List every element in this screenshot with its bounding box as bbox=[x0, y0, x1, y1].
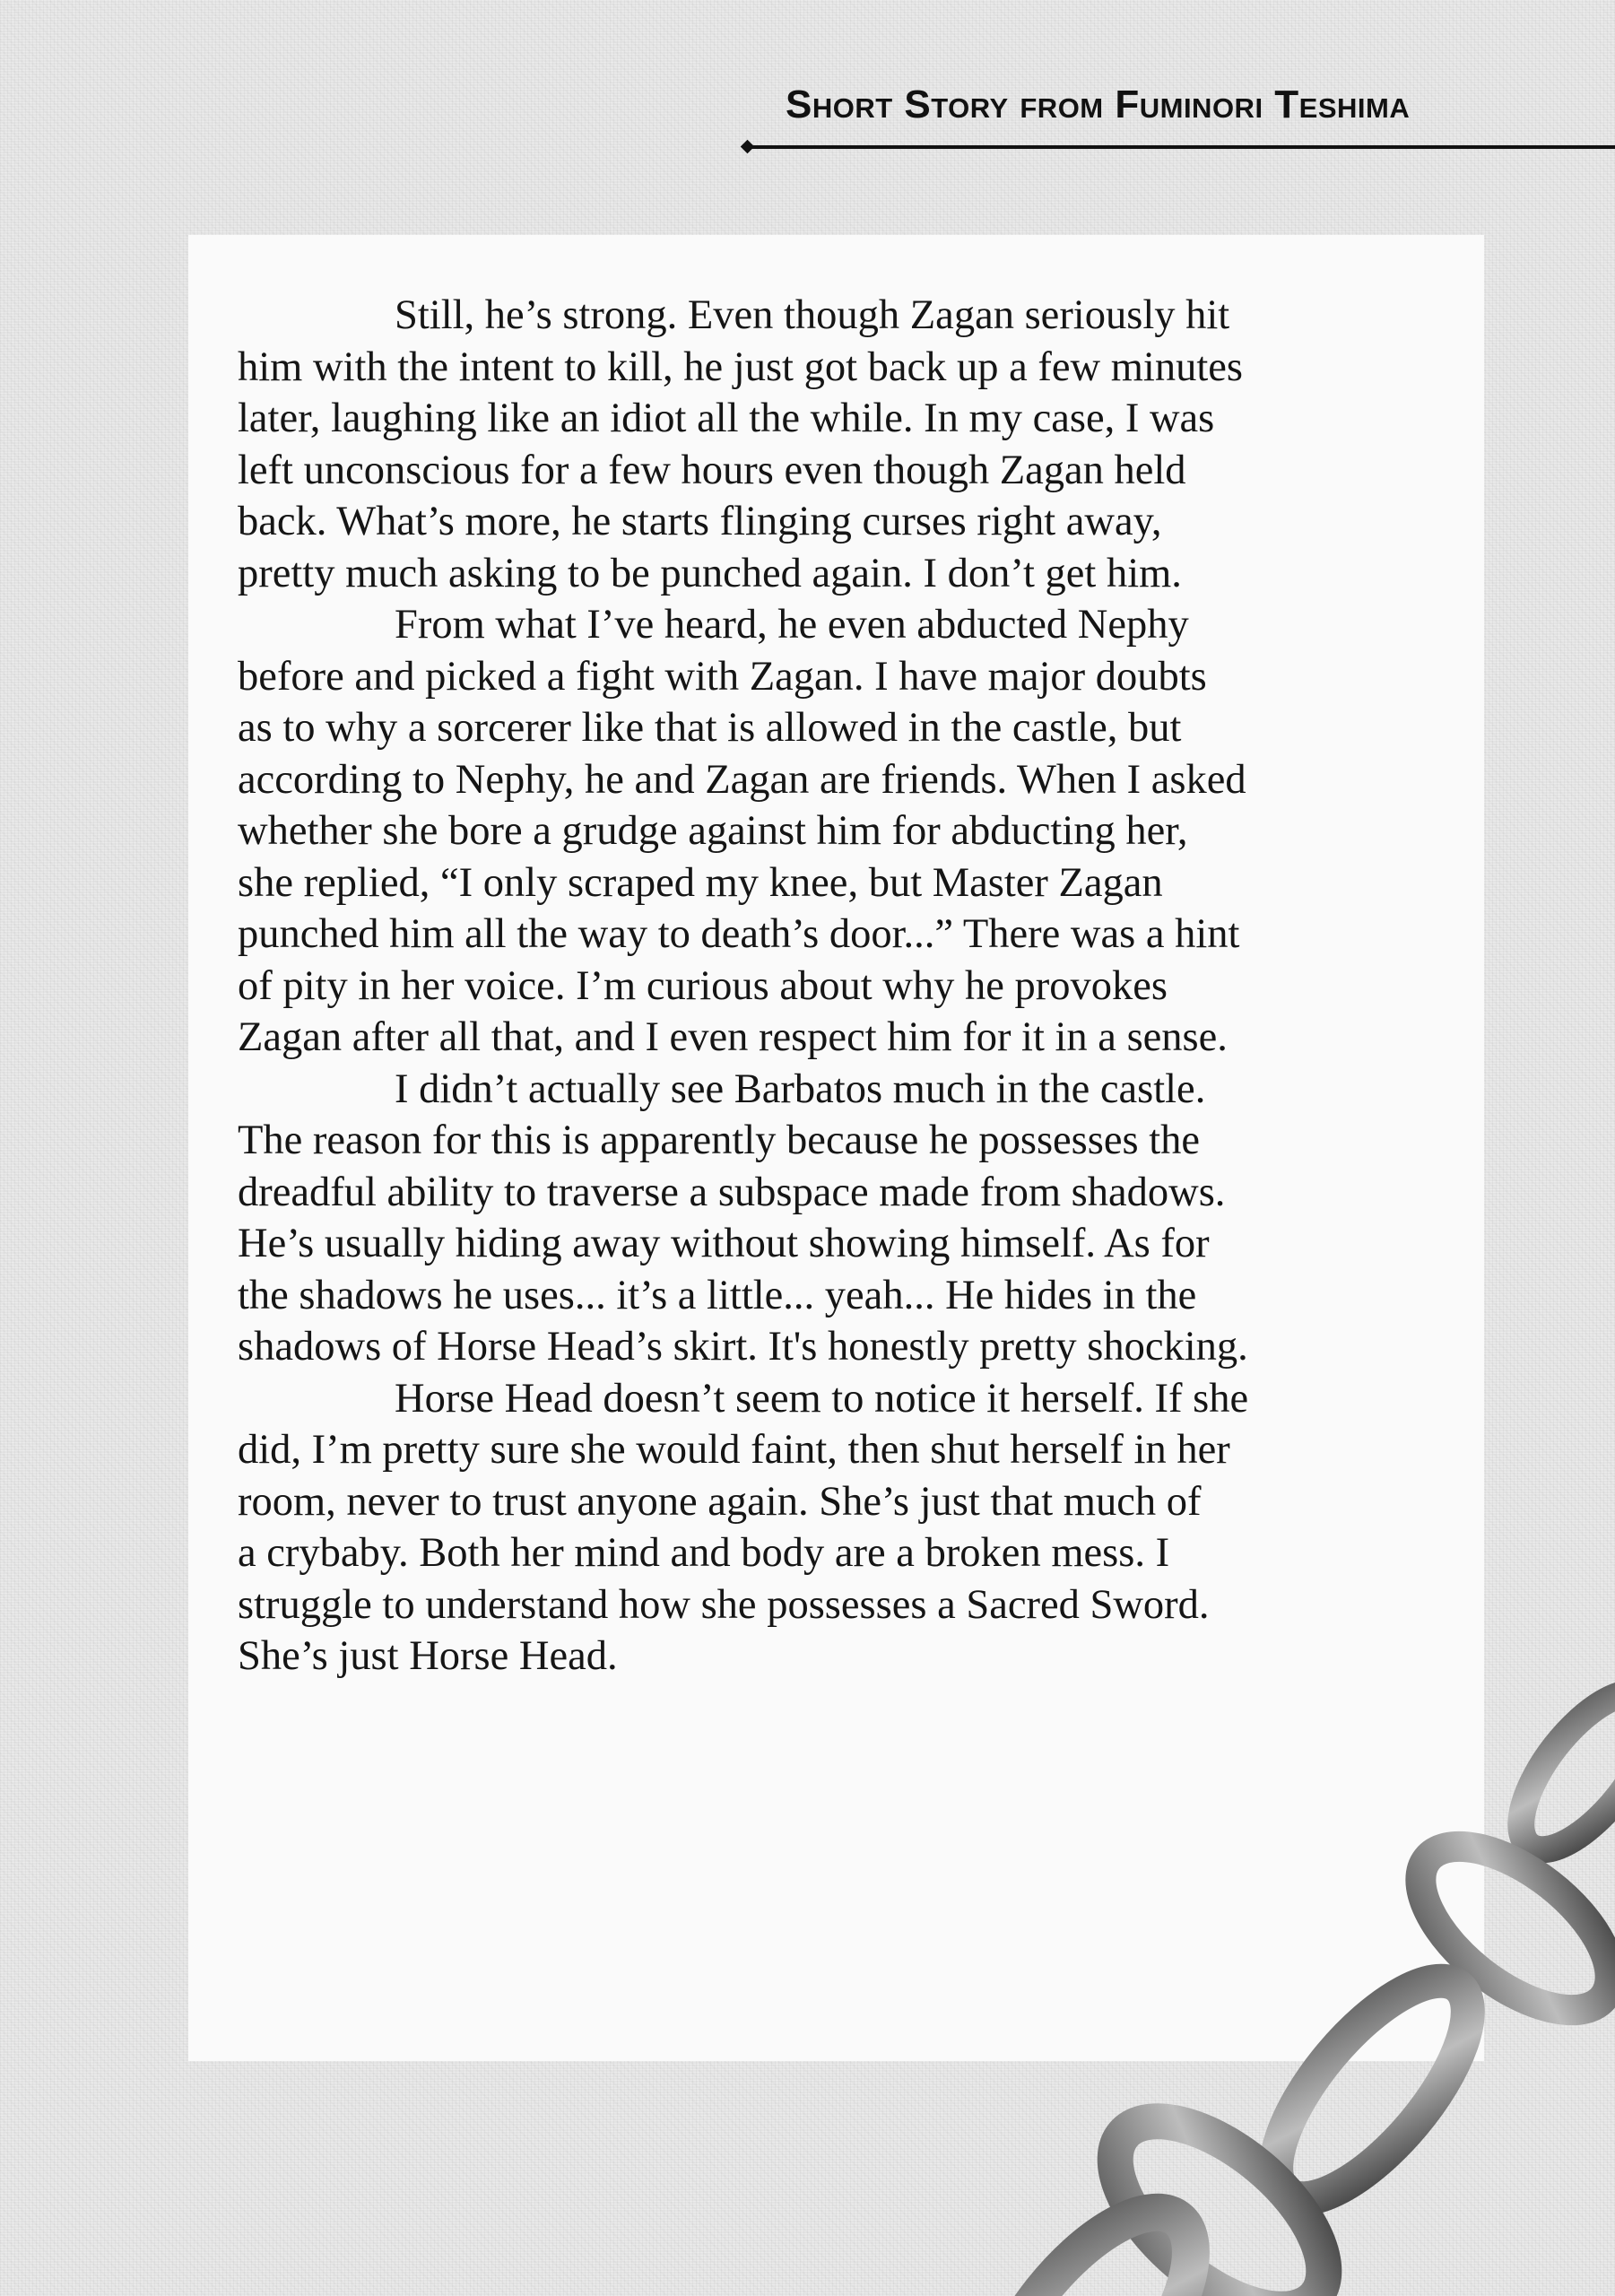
story-line: Horse Head doesn’t seem to notice it herself. If she bbox=[395, 1375, 1249, 1422]
story-line: before and picked a fight with Zagan. I have major doubts bbox=[238, 653, 1207, 700]
chain-links bbox=[951, 1673, 1615, 2296]
story-line: The reason for this is apparently because he possesses the bbox=[238, 1118, 1201, 1163]
story-line: struggle to understand how she possesses a Sacred Sword. bbox=[238, 1581, 1210, 1628]
story-line: as to why a sorcerer like that is allowed in the castle, but bbox=[238, 705, 1182, 751]
story-line: a crybaby. Both her mind and body are a broken mess. I bbox=[238, 1530, 1170, 1576]
story-line: From what I’ve heard, he even abducted Nephy bbox=[395, 602, 1189, 648]
story-line: punched him all the way to death’s door...” There was a hint bbox=[238, 911, 1240, 957]
story-line: He’s usually hiding away without showing himself. As for bbox=[238, 1221, 1210, 1266]
chain-link bbox=[1498, 1673, 1615, 1871]
story-line: shadows of Horse Head’s skirt. It's honestly pretty shocking. bbox=[238, 1324, 1248, 1370]
header-title: Short Story from Fuminori Teshima bbox=[786, 83, 1411, 126]
story-line: She’s just Horse Head. bbox=[238, 1633, 618, 1679]
story-line: later, laughing like an idiot all the while. In my case, I was bbox=[238, 396, 1215, 441]
story-line: of pity in her voice. I’m curious about why he provokes bbox=[238, 962, 1168, 1009]
story-line: according to Nephy, he and Zagan are friends. When I asked bbox=[238, 756, 1246, 803]
story-line: dreadful ability to traverse a subspace made from shadows. bbox=[238, 1169, 1226, 1215]
story-line: Still, he’s strong. Even though Zagan seriously hit bbox=[395, 292, 1230, 338]
story-line: the shadows he uses... it’s a little... yeah... He hides in the bbox=[238, 1272, 1197, 1318]
story-line: whether she bore a grudge against him for abducting her, bbox=[238, 808, 1188, 854]
chain-link bbox=[951, 2180, 1227, 2296]
story-line: left unconscious for a few hours even though Zagan held bbox=[238, 447, 1186, 493]
story-line: room, never to trust anyone again. She’s just that much of bbox=[238, 1478, 1202, 1525]
story-line: Zagan after all that, and I even respect him for it in a sense. bbox=[238, 1014, 1228, 1060]
story-line: I didn’t actually see Barbatos much in the castle. bbox=[395, 1065, 1206, 1112]
story-line: him with the intent to kill, he just got back up a few minutes bbox=[238, 344, 1243, 390]
story-line: she replied, “I only scraped my knee, but Master Zagan bbox=[238, 859, 1163, 906]
story-line: pretty much asking to be punched again. I don’t get him. bbox=[238, 550, 1182, 596]
story-line: did, I’m pretty sure she would faint, then shut herself in her bbox=[238, 1427, 1230, 1473]
story-line: back. What’s more, he starts flinging curses right away, bbox=[238, 499, 1162, 544]
